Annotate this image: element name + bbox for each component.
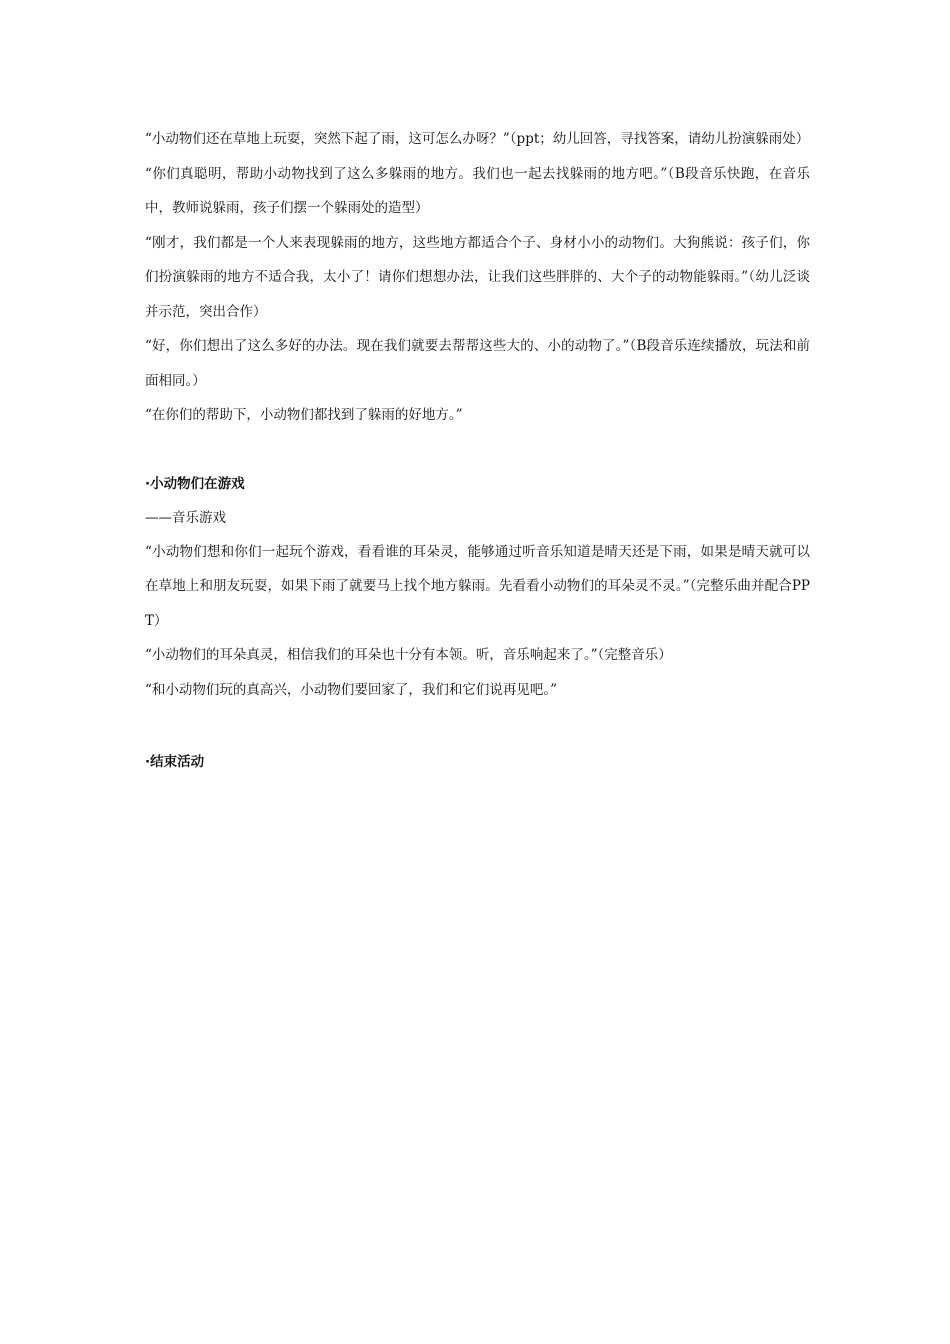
paragraph-game-intro: “小动物们想和你们一起玩个游戏，看看谁的耳朵灵，能够通过听音乐知道是晴天还是下雨，如果是晴天就可以在草地上和朋友玩耍，如果下雨了就要马上找个地方躲雨。先看看小动物们的耳朵灵不灵。”（完整乐曲并配合PPT） [145,543,810,629]
paragraph-ears-smart: “小动物们的耳朵真灵，相信我们的耳朵也十分有本领。听，音乐响起来了。”（完整音乐） [145,647,672,663]
section-heading-animals-playing: ·小动物们在游戏 [145,475,245,492]
paragraph-find-shelter: “你们真聪明，帮助小动物找到了这么多躲雨的地方。我们也一起去找躲雨的地方吧。”（B段音乐快跑，在音乐中，教师说躲雨，孩子们摆一个躲雨处的造型） [145,165,810,216]
paragraph-help-animals: “好，你们想出了这么多好的办法。现在我们就要去帮帮这些大的、小的动物了。”（B段音乐连续播放，玩法和前面相同。） [145,338,810,389]
document-page [145,122,810,779]
section-spacer [145,433,810,467]
paragraph-big-bear: “刚才，我们都是一个人来表现躲雨的地方，这些地方都适合个子、身材小小的动物们。大狗熊说：孩子们，你们扮演躲雨的地方不适合我，太小了！请你们想想办法，让我们这些胖胖的、大个子的动物能躲雨。”（幼儿泛谈并示范，突出合作） [145,234,810,320]
section-heading-end-activity: ·结束活动 [145,754,205,770]
section-subheading-music-game: ——音乐游戏 [145,509,226,526]
section-spacer [145,707,810,745]
paragraph-found-shelter: “在你们的帮助下，小动物们都找到了躲雨的好地方。” [145,407,463,423]
paragraph-goodbye: “和小动物们玩的真高兴，小动物们要回家了，我们和它们说再见吧。” [145,681,558,698]
paragraph-rain-question: “小动物们还在草地上玩耍，突然下起了雨，这可怎么办呀？”（ppt；幼儿回答，寻找答案，请幼儿扮演躲雨处） [145,131,810,147]
